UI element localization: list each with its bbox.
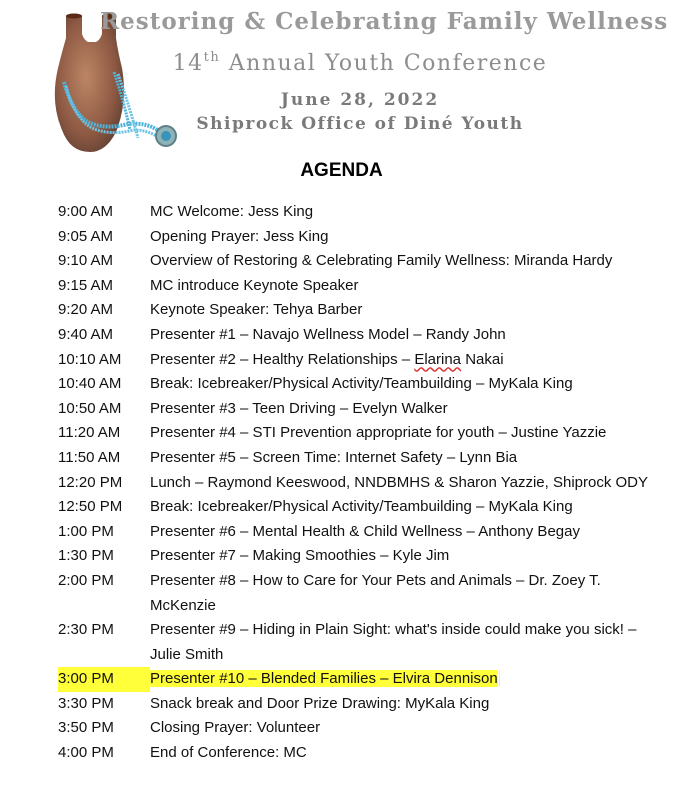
agenda-description: Lunch – Raymond Keeswood, NNDBMHS & Sharon Yazzie, Shiprock ODY [150,473,649,491]
agenda-row [58,692,678,717]
agenda-time: 10:40 AM [58,375,122,393]
agenda-description: Break: Icebreaker/Physical Activity/Teambuilding – MyKala King [150,498,573,516]
agenda-time: 3:00 PM [58,667,150,692]
agenda-description: Keynote Speaker: Tehya Barber [150,301,363,319]
agenda-time: 10:10 AM [58,350,122,368]
agenda-row [58,372,678,397]
agenda-row [58,544,678,569]
agenda-description: End of Conference: MC [150,744,307,762]
agenda-row [58,667,678,692]
agenda-time: 12:20 PM [58,473,123,491]
agenda-time: 2:00 PM [58,571,114,589]
agenda-time: 11:50 AM [58,448,121,466]
agenda-row [58,225,678,250]
agenda-row [58,569,678,618]
agenda-row [58,397,678,422]
agenda-description: Presenter #3 – Teen Driving – Evelyn Walker [150,399,448,417]
agenda-time: 9:40 AM [58,325,114,343]
agenda-description: Presenter #10 – Blended Families – Elvira Dennison [150,670,498,688]
spellcheck-word: Elarina [414,350,462,368]
agenda-row [58,520,678,545]
agenda-description: Presenter #6 – Mental Health & Child Wellness – Anthony Begay [150,522,580,540]
agenda-time: 3:30 PM [58,694,114,712]
agenda-row [58,471,678,496]
agenda-time: 1:30 PM [58,547,114,565]
agenda-time: 2:30 PM [58,621,114,639]
agenda-time: 9:00 AM [58,203,114,220]
agenda-row [58,618,678,667]
agenda-row [58,741,678,766]
agenda-description: Break: Icebreaker/Physical Activity/Teambuilding – MyKala King [150,375,573,393]
agenda-title: AGENDA [300,160,383,181]
agenda-row [58,249,678,274]
agenda-time: 9:20 AM [58,301,114,319]
agenda-description: Closing Prayer: Volunteer [150,719,321,737]
agenda-description: Presenter #5 – Screen Time: Internet Safety – Lynn Bia [150,448,518,466]
header-date: June 28, 2022 [280,90,440,110]
agenda-description: Opening Prayer: Jess King [150,227,329,245]
agenda-description: Presenter #9 – Hiding in Plain Sight: what's inside could make you sick! – Julie Smith [150,621,637,663]
agenda-description: MC Welcome: Jess King [150,203,314,220]
agenda-time: 9:15 AM [58,276,114,294]
header-conference: 14th Annual Youth Conference [172,50,548,76]
agenda-time: 9:10 AM [58,252,114,270]
agenda-time: 1:00 PM [58,522,114,540]
header-title: Restoring & Celebrating Family Wellness [100,8,669,35]
agenda-description: Presenter #7 – Making Smoothies – Kyle Jim [150,547,450,565]
agenda-time: 4:00 PM [58,744,114,762]
agenda-row [58,495,678,520]
text-cursor [499,670,500,686]
agenda-row [58,274,678,299]
agenda-row [58,716,678,741]
agenda-time: 10:50 AM [58,399,122,417]
agenda-row [58,298,678,323]
header-office: Shiprock Office of Diné Youth [196,114,524,134]
agenda-description: Presenter #4 – STI Prevention appropriate for youth – Justine Yazzie [150,424,607,442]
agenda-row [58,323,678,348]
agenda-time: 9:05 AM [58,227,114,245]
agenda-description: Presenter #2 – Healthy Relationships – Elarina Nakai [150,350,504,368]
agenda-time: 11:20 AM [58,424,121,442]
agenda-list [58,200,678,766]
agenda-description: Presenter #8 – How to Care for Your Pets and Animals – Dr. Zoey T. McKenzie [150,571,601,614]
agenda-row [58,348,678,373]
agenda-row [58,200,678,225]
agenda-description: Presenter #1 – Navajo Wellness Model – Randy John [150,325,506,343]
agenda-time: 3:50 PM [58,719,114,737]
agenda-row [58,421,678,446]
agenda-description: Overview of Restoring & Celebrating Family Wellness: Miranda Hardy [150,252,613,270]
agenda-description: MC introduce Keynote Speaker [150,276,359,294]
agenda-time: 12:50 PM [58,498,123,516]
agenda-description: Snack break and Door Prize Drawing: MyKala King [150,694,490,712]
agenda-row [58,446,678,471]
